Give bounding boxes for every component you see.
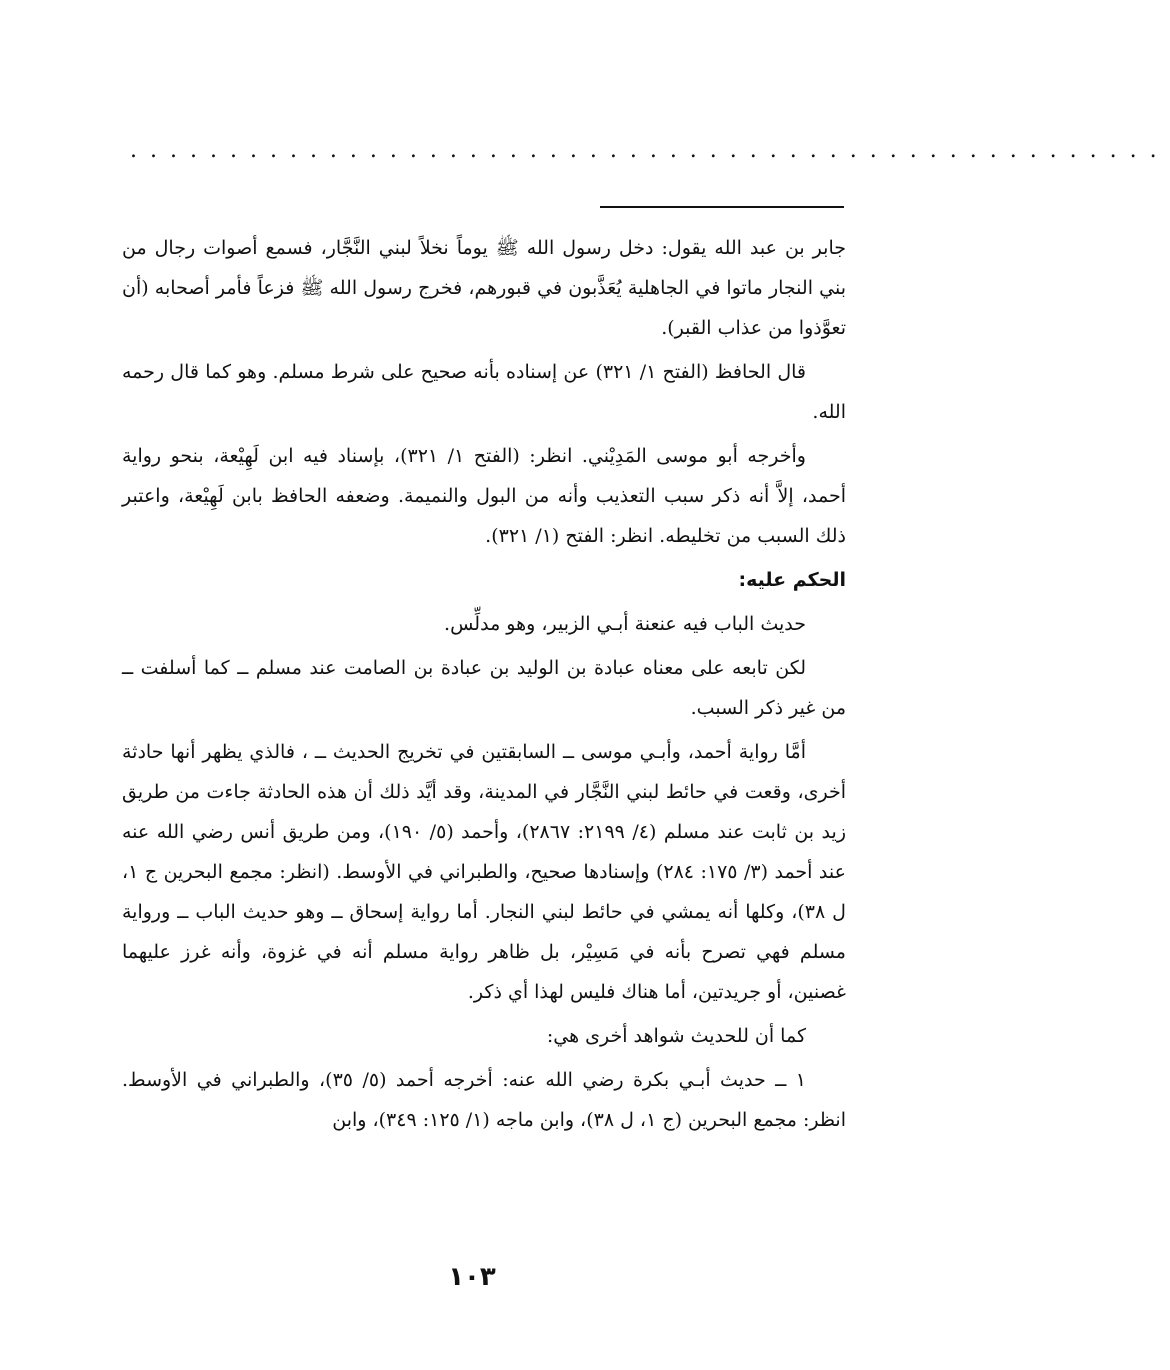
paragraph-witnesses-intro: كما أن للحديث شواهد أخرى هي:	[546, 1025, 806, 1047]
dotted-separator: ....................................................	[130, 138, 1170, 163]
paragraph-analysis: أمَّا رواية أحمد، وأبـي موسى ــ السابقتين في تخريج الحديث ــ ، فالذي يظهر أنها حادثة أخرى، وقعت في حائط لبني النَّجَّار في المدينة، وقد أيَّد ذلك أن هذه الحادثة جاءت من طريق زيد بن ثابت عند مسلم (٤/ ٢١٩٩: ٢٨٦٧)، وأحمد (٥/ ١٩٠)، ومن طريق أنس رضي الله عنه عند أحمد (٣/ ١٧٥: ٢٨٤) وإسنادها صحيح، والطبراني في الأوسط. (انظر: مجمع البحرين ج ١، ل ٣٨)، وكلها أنه يمشي في حائط لبني النجار. أما رواية إسحاق ــ وهو حديث الباب ــ ورواية مسلم فهي تصرح بأنه في مَسِيْر، بل ظاهر رواية مسلم أنه في غزوة، وأنه غرز عليهما غصنين، أو جريدتين، أما هناك فليس لهذا أي ذكر.	[122, 741, 846, 1003]
page-number: ١٠٣	[448, 1262, 496, 1292]
paragraph-hafiz-comment: قال الحافظ (الفتح ١/ ٣٢١) عن إسناده بأنه صحيح على شرط مسلم. وهو كما قال رحمه الله.	[122, 361, 846, 423]
page-body	[122, 228, 846, 1144]
paragraph-ruling: حديث الباب فيه عنعنة أبـي الزبير، وهو مدلِّس.	[444, 613, 806, 635]
paragraph-witness-1: ١ ــ حديث أبـي بكرة رضي الله عنه: أخرجه أحمد (٥/ ٣٥)، والطبراني في الأوسط. انظر: مجمع البحرين (ج ١، ل ٣٨)، وابن ماجه (١/ ١٢٥: ٣٤٩)، وابن	[122, 1069, 846, 1131]
paragraph-abu-musa: وأخرجه أبو موسى المَدِيْني. انظر: (الفتح ١/ ٣٢١)، بإسناد فيه ابن لَهِيْعة، بنحو رواية أحمد، إلاَّ أنه ذكر سبب التعذيب وأنه من البول والنميمة. وضعفه الحافظ بابن لَهِيْعة، واعتبر ذلك السبب من تخليطه. انظر: الفتح (١/ ٣٢١).	[122, 445, 846, 547]
paragraph-corroboration: لكن تابعه على معناه عبادة بن الوليد بن عبادة بن الصامت عند مسلم ــ كما أسلفت ــ من غير ذكر السبب.	[122, 657, 846, 719]
footnote-rule	[600, 206, 844, 208]
paragraph-hadith-text: جابر بن عبد الله يقول: دخل رسول الله ﷺ يوماً نخلاً لبني النَّجَّار، فسمع أصوات رجال من بني النجار ماتوا في الجاهلية يُعَذَّبون في قبورهم، فخرج رسول الله ﷺ فزعاً فأمر أصحابه (أن تعوَّذوا من عذاب القبر).	[122, 237, 846, 339]
section-heading: الحكم عليه:	[738, 569, 846, 591]
